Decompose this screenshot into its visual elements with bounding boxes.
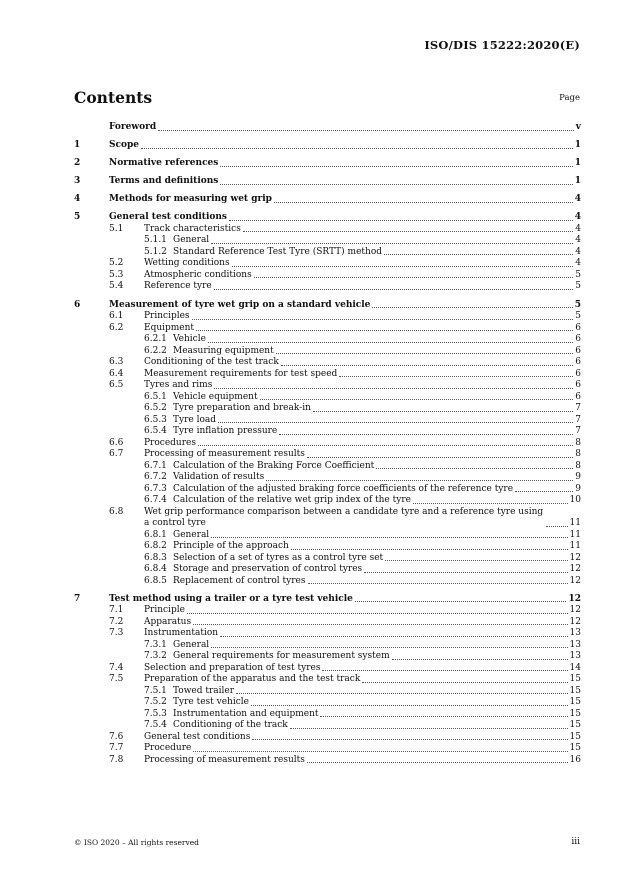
toc-entry[interactable] xyxy=(74,507,581,530)
toc-entry[interactable] xyxy=(74,224,581,236)
toc-entry-number: 6.8.2 xyxy=(144,541,167,552)
copyright-notice: © ISO 2020 – All rights reserved xyxy=(74,838,199,847)
toc-entry-page: 12 xyxy=(569,605,581,616)
toc-entry-page: 7 xyxy=(575,414,581,425)
toc-entry-page: 11 xyxy=(569,541,581,552)
dot-leader xyxy=(193,624,567,625)
toc-entry[interactable] xyxy=(74,709,581,721)
toc-entry-title: Vehicle xyxy=(173,334,206,345)
toc-entry[interactable] xyxy=(74,334,581,346)
toc-entry-title: Calculation of the adjusted braking force coefficients of the reference tyre xyxy=(173,483,514,494)
dot-leader xyxy=(307,457,573,458)
toc-entry[interactable] xyxy=(74,640,581,652)
dot-leader xyxy=(266,480,573,481)
dot-leader xyxy=(192,319,574,320)
toc-entry-page: 8 xyxy=(575,460,581,471)
toc-entry[interactable] xyxy=(74,346,581,358)
toc-entry-title: Principle of the approach xyxy=(173,541,289,552)
toc-entry-title: Calculation of the Braking Force Coefficient xyxy=(173,460,375,471)
toc-entry-page: 13 xyxy=(569,639,581,650)
toc-entry-title: Equipment xyxy=(144,322,195,333)
toc-entry-title: Replacement of control tyres xyxy=(173,575,306,586)
toc-entry[interactable] xyxy=(74,212,581,224)
toc-entry-title: General xyxy=(173,529,210,540)
toc-entry-page: 8 xyxy=(575,449,581,460)
toc-entry-page: 4 xyxy=(574,194,581,205)
toc-entry-title: Normative references xyxy=(109,158,219,169)
toc-entry-page: 12 xyxy=(569,564,581,575)
toc-entry-number: 6.5 xyxy=(109,380,124,391)
dot-leader xyxy=(260,399,574,400)
toc-entry[interactable] xyxy=(74,258,581,270)
toc-entry[interactable] xyxy=(74,426,581,438)
toc-entry-page: 1 xyxy=(574,140,581,151)
toc-entry-title: General xyxy=(173,639,210,650)
toc-entry-title: Storage and preservation of control tyres xyxy=(173,564,363,575)
table-of-contents xyxy=(74,122,581,766)
toc-entry[interactable] xyxy=(74,484,581,496)
toc-entry-number: 7.5.4 xyxy=(144,720,167,731)
dot-leader xyxy=(385,560,567,561)
dot-leader xyxy=(290,728,568,729)
toc-entry-title: Instrumentation xyxy=(144,628,219,639)
dot-leader xyxy=(274,202,573,203)
toc-entry-number: 5.1 xyxy=(109,223,124,234)
toc-entry[interactable] xyxy=(74,755,581,767)
toc-entry-page: 11 xyxy=(569,518,581,529)
toc-entry-page: 12 xyxy=(569,575,581,586)
dot-leader xyxy=(198,445,573,446)
toc-entry-number: 5.3 xyxy=(109,269,124,280)
toc-entry-number: 6.7.2 xyxy=(144,472,167,483)
toc-entry-number: 6.8 xyxy=(109,506,124,517)
toc-entry[interactable] xyxy=(74,449,581,461)
toc-entry-page: 6 xyxy=(575,391,581,402)
toc-entry-title: Preparation of the apparatus and the test track xyxy=(144,674,361,685)
dot-leader xyxy=(355,601,567,602)
dot-leader xyxy=(362,682,567,683)
toc-entry-title: Track characteristics xyxy=(144,223,241,234)
dot-leader xyxy=(214,289,574,290)
dot-leader xyxy=(214,388,573,389)
toc-entry-number: 6.2 xyxy=(109,322,124,333)
toc-entry[interactable] xyxy=(74,605,581,617)
dot-leader xyxy=(196,330,573,331)
toc-entry-number: 7.3 xyxy=(109,628,124,639)
toc-entry-page: 12 xyxy=(569,616,581,627)
toc-entry-number: 7.1 xyxy=(109,605,124,616)
toc-entry-page: 5 xyxy=(575,311,581,322)
toc-entry-number: 7.3.2 xyxy=(144,651,167,662)
toc-entry-page: 4 xyxy=(575,235,581,246)
dot-leader xyxy=(236,693,568,694)
toc-entry-page: 15 xyxy=(569,731,581,742)
dot-leader xyxy=(211,537,567,538)
dot-leader xyxy=(276,353,574,354)
toc-entry-number: 3 xyxy=(74,176,81,187)
toc-entry-title: Processing of measurement results xyxy=(144,449,305,460)
dot-leader xyxy=(187,613,568,614)
toc-entry-page: 6 xyxy=(575,380,581,391)
toc-entry[interactable] xyxy=(74,663,581,675)
toc-entry-number: 6.5.4 xyxy=(144,426,167,437)
toc-entry-page: 15 xyxy=(569,720,581,731)
toc-entry[interactable] xyxy=(74,369,581,381)
toc-entry-number: 6.8.1 xyxy=(144,529,167,540)
toc-entry-number: 6.5.1 xyxy=(144,391,167,402)
toc-entry-number: 7.8 xyxy=(109,754,124,765)
toc-entry-number: 7.5 xyxy=(109,674,124,685)
toc-entry-page: 5 xyxy=(575,281,581,292)
toc-entry-number: 6.5.2 xyxy=(144,403,167,414)
toc-entry-page: 4 xyxy=(574,212,581,223)
toc-entry-page: 14 xyxy=(569,662,581,673)
toc-entry[interactable] xyxy=(74,461,581,473)
toc-entry-title: Instrumentation and equipment xyxy=(173,708,319,719)
toc-entry[interactable] xyxy=(74,247,581,259)
toc-entry[interactable] xyxy=(74,415,581,427)
toc-entry-number: 7.5.3 xyxy=(144,708,167,719)
dot-leader xyxy=(307,762,568,763)
toc-entry-title: General xyxy=(173,235,210,246)
dot-leader xyxy=(364,572,567,573)
toc-entry-title: Conditioning of the track xyxy=(173,720,288,731)
toc-entry-title: Principles xyxy=(144,311,190,322)
toc-entry[interactable] xyxy=(74,732,581,744)
toc-entry-page: 1 xyxy=(574,176,581,187)
toc-entry-title: Tyre inflation pressure xyxy=(173,426,278,437)
toc-entry-page: 6 xyxy=(575,334,581,345)
toc-entry[interactable] xyxy=(74,628,581,640)
toc-entry-number: 7.6 xyxy=(109,731,124,742)
dot-leader xyxy=(376,468,573,469)
toc-entry-page: 13 xyxy=(569,628,581,639)
toc-entry-number: 7.3.1 xyxy=(144,639,167,650)
toc-entry[interactable] xyxy=(74,235,581,247)
toc-entry-page: 9 xyxy=(575,472,581,483)
toc-entry-page: 4 xyxy=(575,258,581,269)
toc-entry-title: Methods for measuring wet grip xyxy=(109,194,272,205)
toc-entry-number: 7.7 xyxy=(109,743,124,754)
toc-entry[interactable] xyxy=(74,674,581,686)
toc-entry-page: 12 xyxy=(568,593,581,604)
toc-entry-title: Foreword xyxy=(109,122,157,132)
toc-entry-number: 2 xyxy=(74,158,81,169)
toc-entry-number: 7.5.1 xyxy=(144,685,167,696)
toc-entry[interactable] xyxy=(74,651,581,663)
toc-entry-title: Principle xyxy=(144,605,185,616)
toc-entry-title: Tyre test vehicle xyxy=(173,697,249,708)
toc-entry-page: 7 xyxy=(575,403,581,414)
toc-entry-page: 4 xyxy=(575,223,581,234)
page-title: Contents xyxy=(74,88,153,107)
toc-entry-title: Measuring equipment xyxy=(173,345,274,356)
toc-entry-page: 15 xyxy=(569,685,581,696)
toc-entry[interactable] xyxy=(74,281,581,293)
dot-leader xyxy=(515,491,573,492)
toc-entry[interactable] xyxy=(74,743,581,755)
toc-entry-page: 10 xyxy=(569,495,581,506)
toc-entry-page: 15 xyxy=(569,743,581,754)
toc-entry-title: Tyres and rims xyxy=(144,380,213,391)
toc-entry-title: Reference tyre xyxy=(144,281,212,292)
toc-entry-title: Test method using a trailer or a tyre test vehicle xyxy=(109,593,353,604)
page-column-label: Page xyxy=(559,93,580,103)
toc-entry-title: Towed trailer xyxy=(173,685,235,696)
toc-entry-number: 5.2 xyxy=(109,258,124,269)
dot-leader xyxy=(211,647,567,648)
dot-leader xyxy=(141,148,573,149)
dot-leader xyxy=(251,705,568,706)
toc-entry[interactable] xyxy=(74,140,581,152)
toc-entry[interactable] xyxy=(74,194,581,206)
dot-leader xyxy=(220,166,572,167)
toc-entry[interactable] xyxy=(74,495,581,507)
toc-entry-title: Procedures xyxy=(144,437,196,448)
toc-entry-title: Apparatus xyxy=(144,616,192,627)
toc-entry-title: General test conditions xyxy=(109,212,227,223)
toc-entry-number: 7.4 xyxy=(109,662,124,673)
toc-entry-title: Measurement requirements for test speed xyxy=(144,368,338,379)
toc-entry[interactable] xyxy=(74,176,581,188)
toc-entry[interactable] xyxy=(74,380,581,392)
toc-entry-title: General test conditions xyxy=(144,731,251,742)
toc-entry-page: 1 xyxy=(574,158,581,169)
toc-entry-number: 6.4 xyxy=(109,368,124,379)
dot-leader xyxy=(279,434,573,435)
toc-entry[interactable] xyxy=(74,270,581,282)
dot-leader xyxy=(218,422,573,423)
dot-leader xyxy=(193,751,567,752)
toc-entry-page: 12 xyxy=(569,552,581,563)
toc-entry-number: 6.3 xyxy=(109,357,124,368)
toc-entry-title: Calculation of the relative wet grip index of the tyre xyxy=(173,495,411,506)
toc-entry[interactable] xyxy=(74,122,581,134)
toc-entry-title: Validation of results xyxy=(173,472,265,483)
toc-entry-page: 7 xyxy=(575,426,581,437)
toc-entry[interactable] xyxy=(74,576,581,588)
toc-entry[interactable] xyxy=(74,564,581,576)
toc-entry-number: 1 xyxy=(74,140,81,151)
toc-entry-page: v xyxy=(575,122,581,132)
toc-entry-title: Vehicle equipment xyxy=(173,391,258,402)
toc-entry-number: 6.6 xyxy=(109,437,124,448)
toc-entry[interactable] xyxy=(74,617,581,629)
dot-leader xyxy=(546,526,568,527)
toc-entry-number: 5.4 xyxy=(109,281,124,292)
toc-entry-title: Procedure xyxy=(144,743,192,754)
toc-entry[interactable] xyxy=(74,686,581,698)
toc-entry-page: 6 xyxy=(575,368,581,379)
toc-entry-page: 9 xyxy=(575,483,581,494)
toc-entry-page: 13 xyxy=(569,651,581,662)
toc-entry-number: 6.7.4 xyxy=(144,495,167,506)
toc-entry-title: Wet grip performance comparison between a candidate tyre and a reference tyre using a control tyre xyxy=(144,506,544,529)
toc-entry-title: Scope xyxy=(109,140,140,151)
toc-entry-number: 6.7 xyxy=(109,449,124,460)
dot-leader xyxy=(313,411,573,412)
toc-entry[interactable] xyxy=(74,720,581,732)
toc-entry[interactable] xyxy=(74,300,581,312)
dot-leader xyxy=(229,220,573,221)
dot-leader xyxy=(339,376,573,377)
toc-entry[interactable] xyxy=(74,594,581,606)
toc-entry-number: 7.5.2 xyxy=(144,697,167,708)
dot-leader xyxy=(243,231,573,232)
dot-leader xyxy=(372,307,572,308)
toc-entry-title: Measurement of tyre wet grip on a standard vehicle xyxy=(109,299,371,310)
toc-entry-number: 6.7.3 xyxy=(144,483,167,494)
toc-entry-page: 16 xyxy=(569,754,581,765)
toc-entry-number: 6.1 xyxy=(109,311,124,322)
dot-leader xyxy=(322,670,567,671)
page-number: iii xyxy=(571,837,580,847)
toc-entry-page: 6 xyxy=(575,357,581,368)
dot-leader xyxy=(320,716,567,717)
toc-entry-number: 6.2.1 xyxy=(144,334,167,345)
toc-entry-page: 6 xyxy=(575,322,581,333)
toc-entry[interactable] xyxy=(74,158,581,170)
toc-entry-title: Selection and preparation of test tyres xyxy=(144,662,321,673)
toc-entry[interactable] xyxy=(74,472,581,484)
toc-entry[interactable] xyxy=(74,438,581,450)
toc-entry[interactable] xyxy=(74,357,581,369)
toc-entry-title: Selection of a set of tyres as a control tyre set xyxy=(173,552,384,563)
dot-leader xyxy=(413,503,568,504)
document-id: ISO/DIS 15222:2020(E) xyxy=(424,38,580,52)
dot-leader xyxy=(232,266,574,267)
toc-entry-page: 15 xyxy=(569,674,581,685)
toc-entry-number: 4 xyxy=(74,194,81,205)
toc-entry-number: 6.8.3 xyxy=(144,552,167,563)
toc-entry[interactable] xyxy=(74,541,581,553)
toc-entry-page: 6 xyxy=(575,345,581,356)
toc-entry-title: Conditioning of the test track xyxy=(144,357,279,368)
toc-entry-number: 5 xyxy=(74,212,81,223)
toc-entry[interactable] xyxy=(74,311,581,323)
dot-leader xyxy=(384,254,573,255)
toc-entry-title: Wetting conditions xyxy=(144,258,230,269)
toc-entry-number: 6.2.2 xyxy=(144,345,167,356)
toc-entry[interactable] xyxy=(74,697,581,709)
toc-entry-number: 5.1.1 xyxy=(144,235,167,246)
toc-entry-title: Atmospheric conditions xyxy=(144,269,252,280)
dot-leader xyxy=(308,583,568,584)
dot-leader xyxy=(211,243,573,244)
toc-entry-title: Processing of measurement results xyxy=(144,754,305,765)
dot-leader xyxy=(281,365,573,366)
toc-entry-title: Tyre load xyxy=(173,414,217,425)
toc-entry-page: 4 xyxy=(575,246,581,257)
dot-leader xyxy=(252,739,567,740)
toc-entry-number: 6.8.5 xyxy=(144,575,167,586)
toc-entry-page: 5 xyxy=(575,269,581,280)
dot-leader xyxy=(220,184,572,185)
toc-entry-title: Terms and definitions xyxy=(109,176,219,187)
toc-entry-page: 15 xyxy=(569,708,581,719)
toc-entry[interactable] xyxy=(74,392,581,404)
toc-entry[interactable] xyxy=(74,530,581,542)
dot-leader xyxy=(208,342,573,343)
toc-entry-number: 5.1.2 xyxy=(144,246,167,257)
dot-leader xyxy=(220,636,568,637)
toc-entry-title: Standard Reference Test Tyre (SRTT) method xyxy=(173,246,383,257)
toc-entry-number: 7.2 xyxy=(109,616,124,627)
toc-entry-number: 7 xyxy=(74,593,81,604)
toc-entry-page: 15 xyxy=(569,697,581,708)
toc-entry-page: 5 xyxy=(574,299,581,310)
dot-leader xyxy=(254,277,574,278)
toc-entry-number: 6.7.1 xyxy=(144,460,167,471)
toc-entry[interactable] xyxy=(74,323,581,335)
toc-entry-page: 8 xyxy=(575,437,581,448)
dot-leader xyxy=(291,549,568,550)
dot-leader xyxy=(158,130,574,131)
dot-leader xyxy=(392,659,568,660)
toc-entry-number: 6.5.3 xyxy=(144,414,167,425)
toc-entry-number: 6 xyxy=(74,299,81,310)
toc-entry[interactable] xyxy=(74,553,581,565)
toc-entry-title: General requirements for measurement system xyxy=(173,651,390,662)
toc-entry[interactable] xyxy=(74,403,581,415)
toc-entry-number: 6.8.4 xyxy=(144,564,167,575)
toc-entry-page: 11 xyxy=(569,529,581,540)
toc-entry-title: Tyre preparation and break-in xyxy=(173,403,311,414)
